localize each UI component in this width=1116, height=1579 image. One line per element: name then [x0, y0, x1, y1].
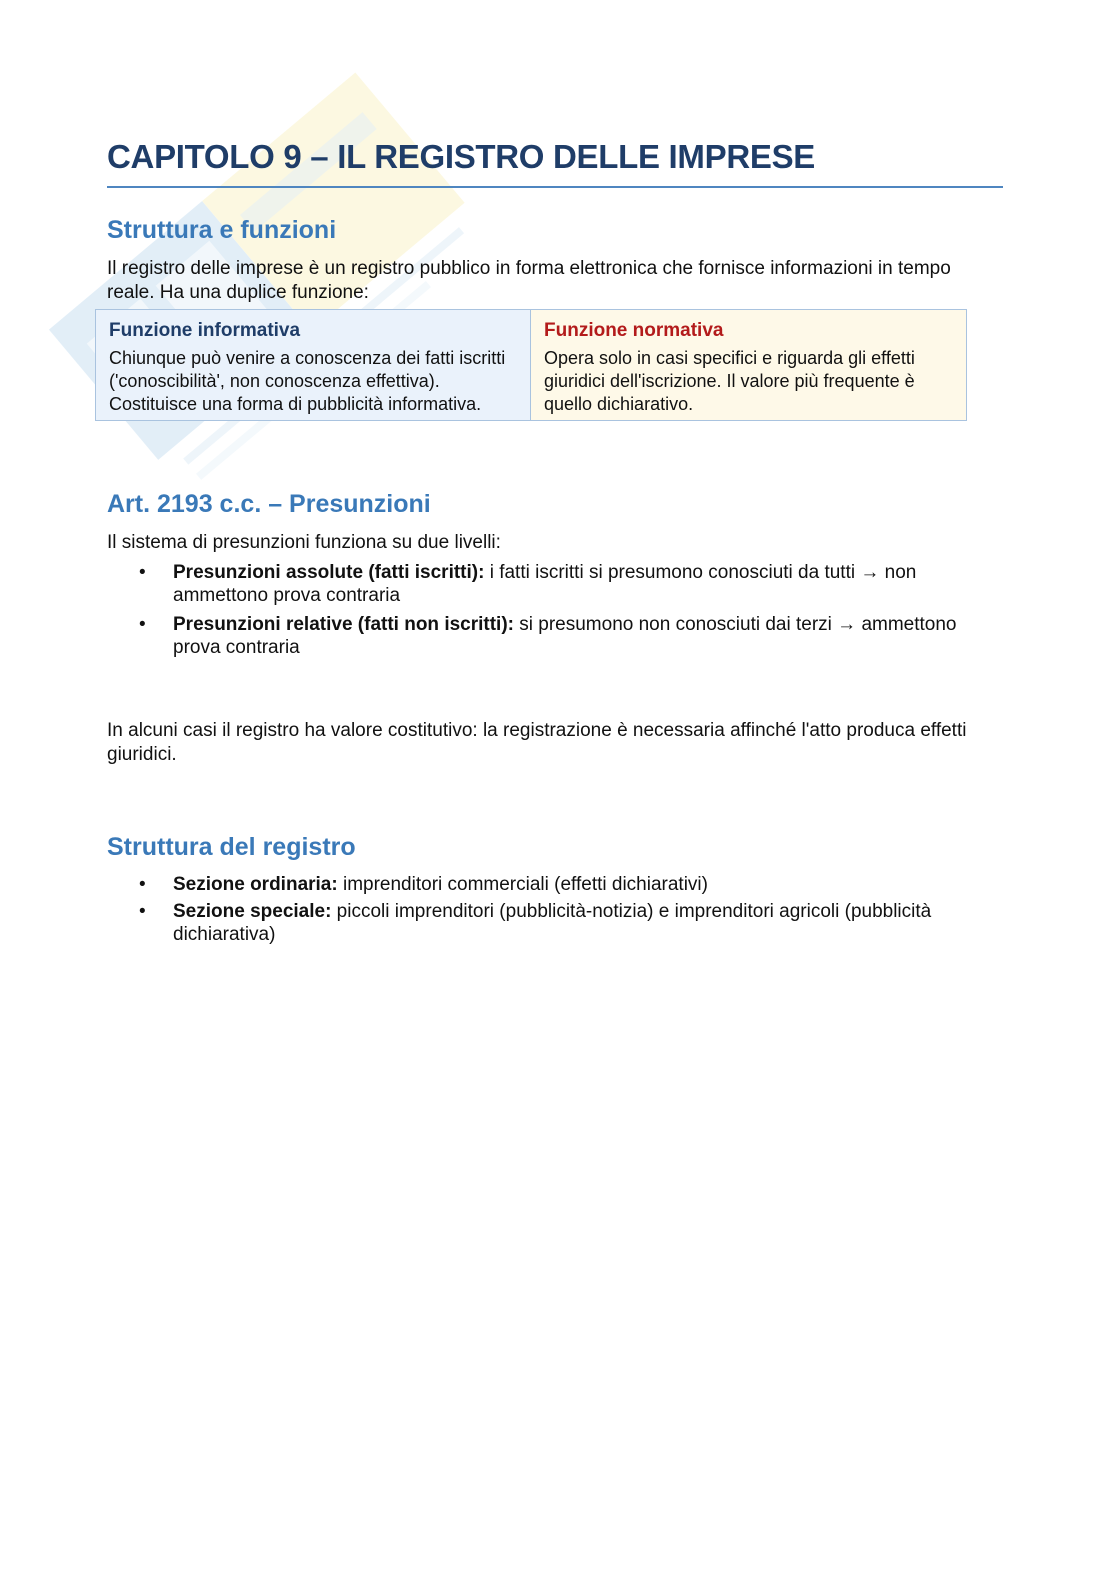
- section-title-struttura-registro: Struttura del registro: [107, 833, 356, 861]
- bullet-icon: •: [139, 901, 146, 922]
- list-item-bold: Presunzioni relative (fatti non iscritti):: [173, 614, 514, 635]
- list-item-text: imprenditori commerciali (effetti dichiarativi): [337, 874, 708, 895]
- presunzioni-intro: Il sistema di presunzioni funziona su due livelli:: [107, 532, 501, 553]
- function-informativa-body: Chiunque può venire a conoscenza dei fatti iscritti ('conoscibilità', non conoscenza effettiva). Costituisce una forma di pubblicità informativa.: [109, 348, 506, 414]
- list-item: [107, 561, 987, 607]
- bullet-icon: •: [139, 874, 146, 895]
- bullet-icon: •: [139, 562, 146, 583]
- section-title-struttura-funzioni: Struttura e funzioni: [107, 216, 337, 244]
- intro-paragraph: Il registro delle imprese è un registro pubblico in forma elettronica che fornisce informazioni in tempo reale. Ha una duplice funzione:: [107, 258, 951, 303]
- function-normativa-body: Opera solo in casi specifici e riguarda gli effetti giuridici dell'iscrizione. Il valore più frequente è quello dichiarativo.: [544, 348, 915, 414]
- presunzioni-list: [107, 561, 987, 663]
- list-item-text: piccoli imprenditori (pubblicità-notizia) e imprenditori agricoli (pubblicità dichiarativa): [173, 901, 932, 945]
- functions-table: [95, 309, 967, 421]
- list-item: [107, 873, 987, 896]
- function-normativa-head: Funzione normativa: [544, 320, 724, 341]
- function-normativa-cell: [531, 310, 966, 420]
- struttura-registro-list: [107, 873, 987, 950]
- list-item: [107, 613, 987, 659]
- list-item-text: si presumono non conosciuti dai terzi → ammettono prova contraria: [173, 614, 957, 658]
- function-informativa-cell: [96, 310, 531, 420]
- function-informativa-head: Funzione informativa: [109, 320, 301, 341]
- chapter-title: CAPITOLO 9 – IL REGISTRO DELLE IMPRESE: [107, 138, 1003, 188]
- section-title-presunzioni: Art. 2193 c.c. – Presunzioni: [107, 490, 431, 518]
- bullet-icon: •: [139, 614, 146, 635]
- list-item: [107, 900, 987, 946]
- list-item-bold: Sezione speciale:: [173, 901, 332, 922]
- costitutivo-note: In alcuni casi il registro ha valore costitutivo: la registrazione è necessaria affinché l'atto produca effetti giuridici.: [107, 720, 967, 765]
- list-item-text: i fatti iscritti si presumono conosciuti da tutti → non ammettono prova contraria: [173, 562, 917, 606]
- list-item-bold: Sezione ordinaria:: [173, 874, 338, 895]
- list-item-bold: Presunzioni assolute (fatti iscritti):: [173, 562, 485, 583]
